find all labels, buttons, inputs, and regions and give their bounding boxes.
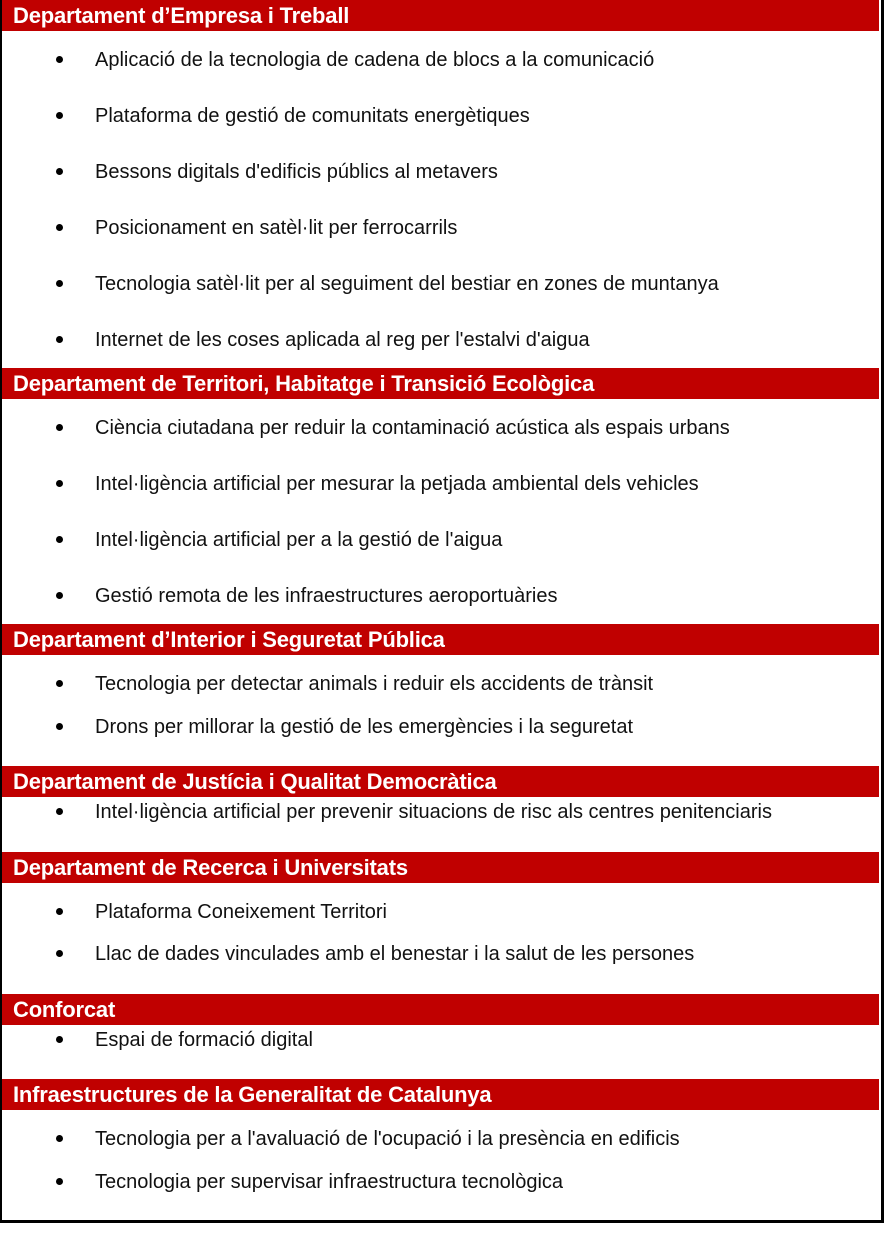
- list-item-text: Bessons digitals d'edificis públics al metavers: [95, 161, 498, 183]
- list-item-text: Tecnologia per supervisar infraestructura tecnològica: [95, 1171, 564, 1193]
- list-item-text: Llac de dades vinculades amb el benestar i la salut de les persones: [95, 943, 695, 965]
- bullet-icon: [56, 424, 63, 431]
- list-item: [0, 669, 879, 699]
- list-item: [0, 469, 879, 499]
- list-item-text: Gestió remota de les infraestructures aeroportuàries: [95, 585, 558, 607]
- bullet-icon: [56, 56, 63, 63]
- list-item-text: Ciència ciutadana per reduir la contaminació acústica als espais urbans: [95, 417, 730, 439]
- list-item-text: Tecnologia satèl·lit per al seguiment del bestiar en zones de muntanya: [95, 273, 719, 295]
- list-item-text: Plataforma de gestió de comunitats energètiques: [95, 105, 530, 127]
- list-item: [0, 101, 879, 131]
- bullet-icon: [56, 224, 63, 231]
- list-item: [0, 797, 879, 827]
- list-item-text: Intel·ligència artificial per a la gestió de l'aigua: [95, 529, 503, 551]
- section-header-conforcat: Conforcat: [2, 994, 879, 1025]
- list-item: [0, 413, 879, 443]
- list-item-text: Aplicació de la tecnologia de cadena de blocs a la comunicació: [95, 49, 655, 71]
- bullet-icon: [56, 680, 63, 687]
- list-item: [0, 525, 879, 555]
- list-item-text: Intel·ligència artificial per prevenir situacions de risc als centres penitenciaris: [95, 801, 772, 823]
- bullet-icon: [56, 1135, 63, 1142]
- bullet-icon: [56, 112, 63, 119]
- section-header-empresa-treball: Departament d’Empresa i Treball: [2, 0, 879, 31]
- bullet-icon: [56, 536, 63, 543]
- list-item: [0, 1025, 879, 1055]
- list-item: [0, 325, 879, 355]
- bullet-icon: [56, 480, 63, 487]
- list-item: [0, 45, 879, 75]
- list-item: [0, 712, 879, 742]
- section-header-justicia: Departament de Justícia i Qualitat Democràtica: [2, 766, 879, 797]
- bullet-icon: [56, 280, 63, 287]
- section-header-territori: Departament de Territori, Habitatge i Transició Ecològica: [2, 368, 879, 399]
- list-item: [0, 269, 879, 299]
- list-item-text: Intel·ligència artificial per mesurar la petjada ambiental dels vehicles: [95, 473, 699, 495]
- list-item: [0, 157, 879, 187]
- section-header-interior: Departament d’Interior i Seguretat Pública: [2, 624, 879, 655]
- list-item: [0, 581, 879, 611]
- list-item-text: Tecnologia per detectar animals i reduir els accidents de trànsit: [95, 673, 654, 695]
- list-item: [0, 1167, 879, 1197]
- list-item-text: Tecnologia per a l'avaluació de l'ocupació i la presència en edificis: [95, 1128, 680, 1150]
- bullet-icon: [56, 1036, 63, 1043]
- list-item-text: Posicionament en satèl·lit per ferrocarrils: [95, 217, 458, 239]
- list-item-text: Plataforma Coneixement Territori: [95, 901, 387, 923]
- section-header-recerca: Departament de Recerca i Universitats: [2, 852, 879, 883]
- bullet-icon: [56, 336, 63, 343]
- bullet-icon: [56, 168, 63, 175]
- section-header-infraestructures: Infraestructures de la Generalitat de Catalunya: [2, 1079, 879, 1110]
- list-item-text: Internet de les coses aplicada al reg per l'estalvi d'aigua: [95, 329, 590, 351]
- list-item: [0, 897, 879, 927]
- bullet-icon: [56, 592, 63, 599]
- bullet-icon: [56, 1178, 63, 1185]
- list-item: [0, 213, 879, 243]
- list-item-text: Espai de formació digital: [95, 1029, 313, 1051]
- list-item: [0, 1124, 879, 1154]
- bullet-icon: [56, 908, 63, 915]
- list-item: [0, 939, 879, 969]
- bullet-icon: [56, 723, 63, 730]
- list-item-text: Drons per millorar la gestió de les emergències i la seguretat: [95, 716, 634, 738]
- bullet-icon: [56, 950, 63, 957]
- bullet-icon: [56, 808, 63, 815]
